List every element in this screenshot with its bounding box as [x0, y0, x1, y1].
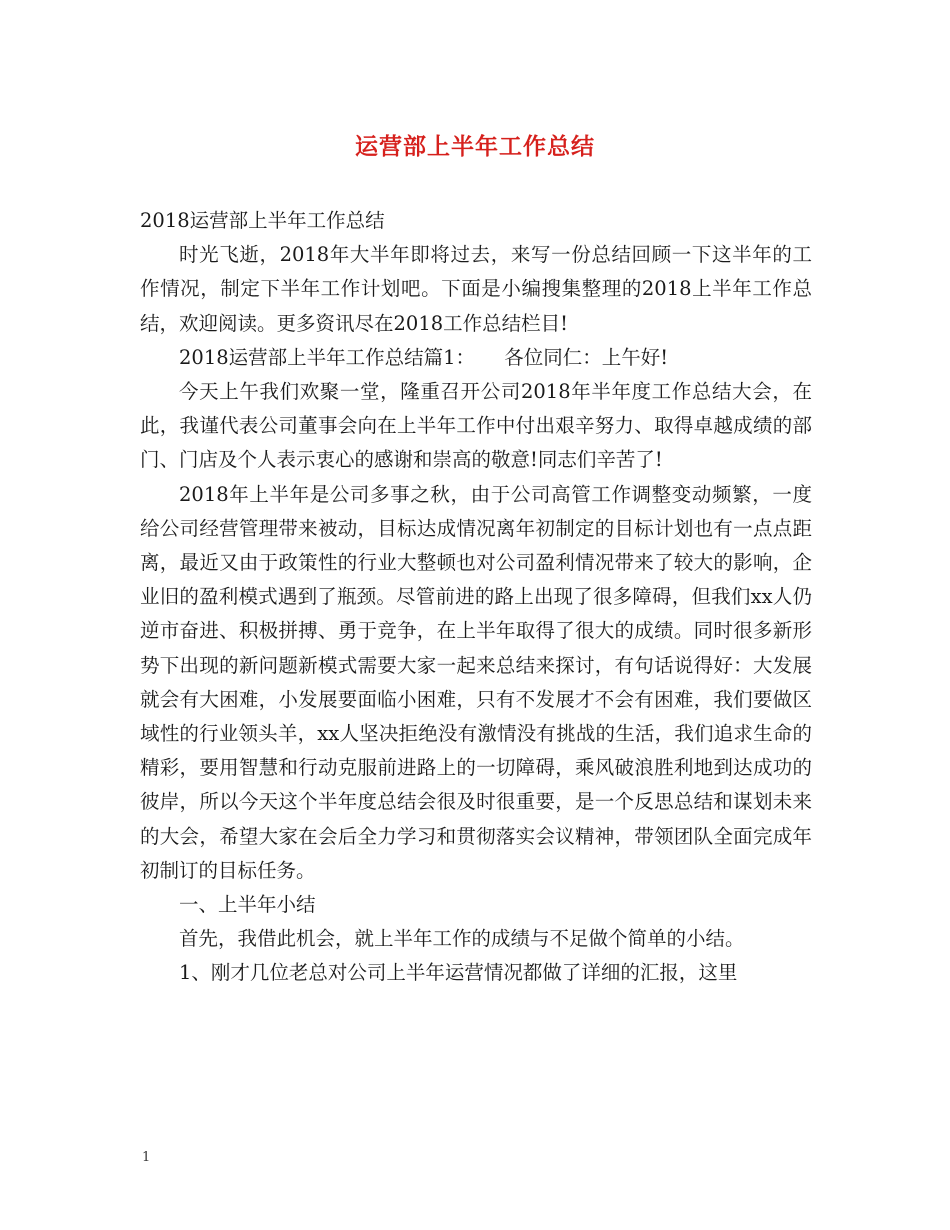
paragraph: 1、刚才几位老总对公司上半年运营情况都做了详细的汇报，这里 [179, 961, 738, 985]
paragraph: 首先，我借此机会，就上半年工作的成绩与不足做个简单的小结。 [179, 927, 745, 951]
paragraph: 2018运营部上半年工作总结 [140, 209, 385, 232]
page-number: 1 [142, 1150, 151, 1165]
paragraph: 2018运营部上半年工作总结篇1： 各位同仁：上午好! [179, 345, 669, 369]
paragraph: 时光飞逝，2018年大半年即将过去，来写一份总结回顾一下这半年的工作情况，制定下半年工作计划吧。下面是小编搜集整理的2018上半年工作总结，欢迎阅读。更多资讯尽在2018工作总结栏目! [140, 243, 812, 335]
paragraph: 今天上午我们欢聚一堂，隆重召开公司2018年半年度工作总结大会，在此，我谨代表公司董事会向在上半年工作中付出艰辛努力、取得卓越成绩的部门、门店及个人表示衷心的感谢和崇高的敬意!同志们辛苦了! [140, 380, 812, 472]
document-title: 运营部上半年工作总结 [355, 133, 595, 160]
document-body [140, 204, 812, 991]
section-heading: 一、上半年小结 [179, 893, 316, 917]
paragraph: 2018年上半年是公司多事之秋，由于公司高管工作调整变动频繁，一度给公司经营管理带来被动，目标达成情况离年初制定的目标计划也有一点点距离，最近又由于政策性的行业大整顿也对公司盈利情况带来了较大的影响，企业旧的盈利模式遇到了瓶颈。尽管前进的路上出现了很多障碍，但我们xx人仍逆市奋进、积极拼搏、勇于竞争，在上半年取得了很大的成绩。同时很多新形势下出现的新问题新模式需要大家一起来总结来探讨，有句话说得好：大发展就会有大困难，小发展要面临小困难，只有不发展才不会有困难，我们要做区域性的行业领头羊，xx人坚决拒绝没有激情没有挑战的生活，我们追求生命的精彩，要用智慧和行动克服前进路上的一切障碍，乘风破浪胜利地到达成功的彼岸，所以今天这个半年度总结会很及时很重要，是一个反思总结和谋划未来的大会，希望大家在会后全力学习和贯彻落实会议精神，带领团队全面完成年初制订的目标任务。 [140, 482, 812, 882]
